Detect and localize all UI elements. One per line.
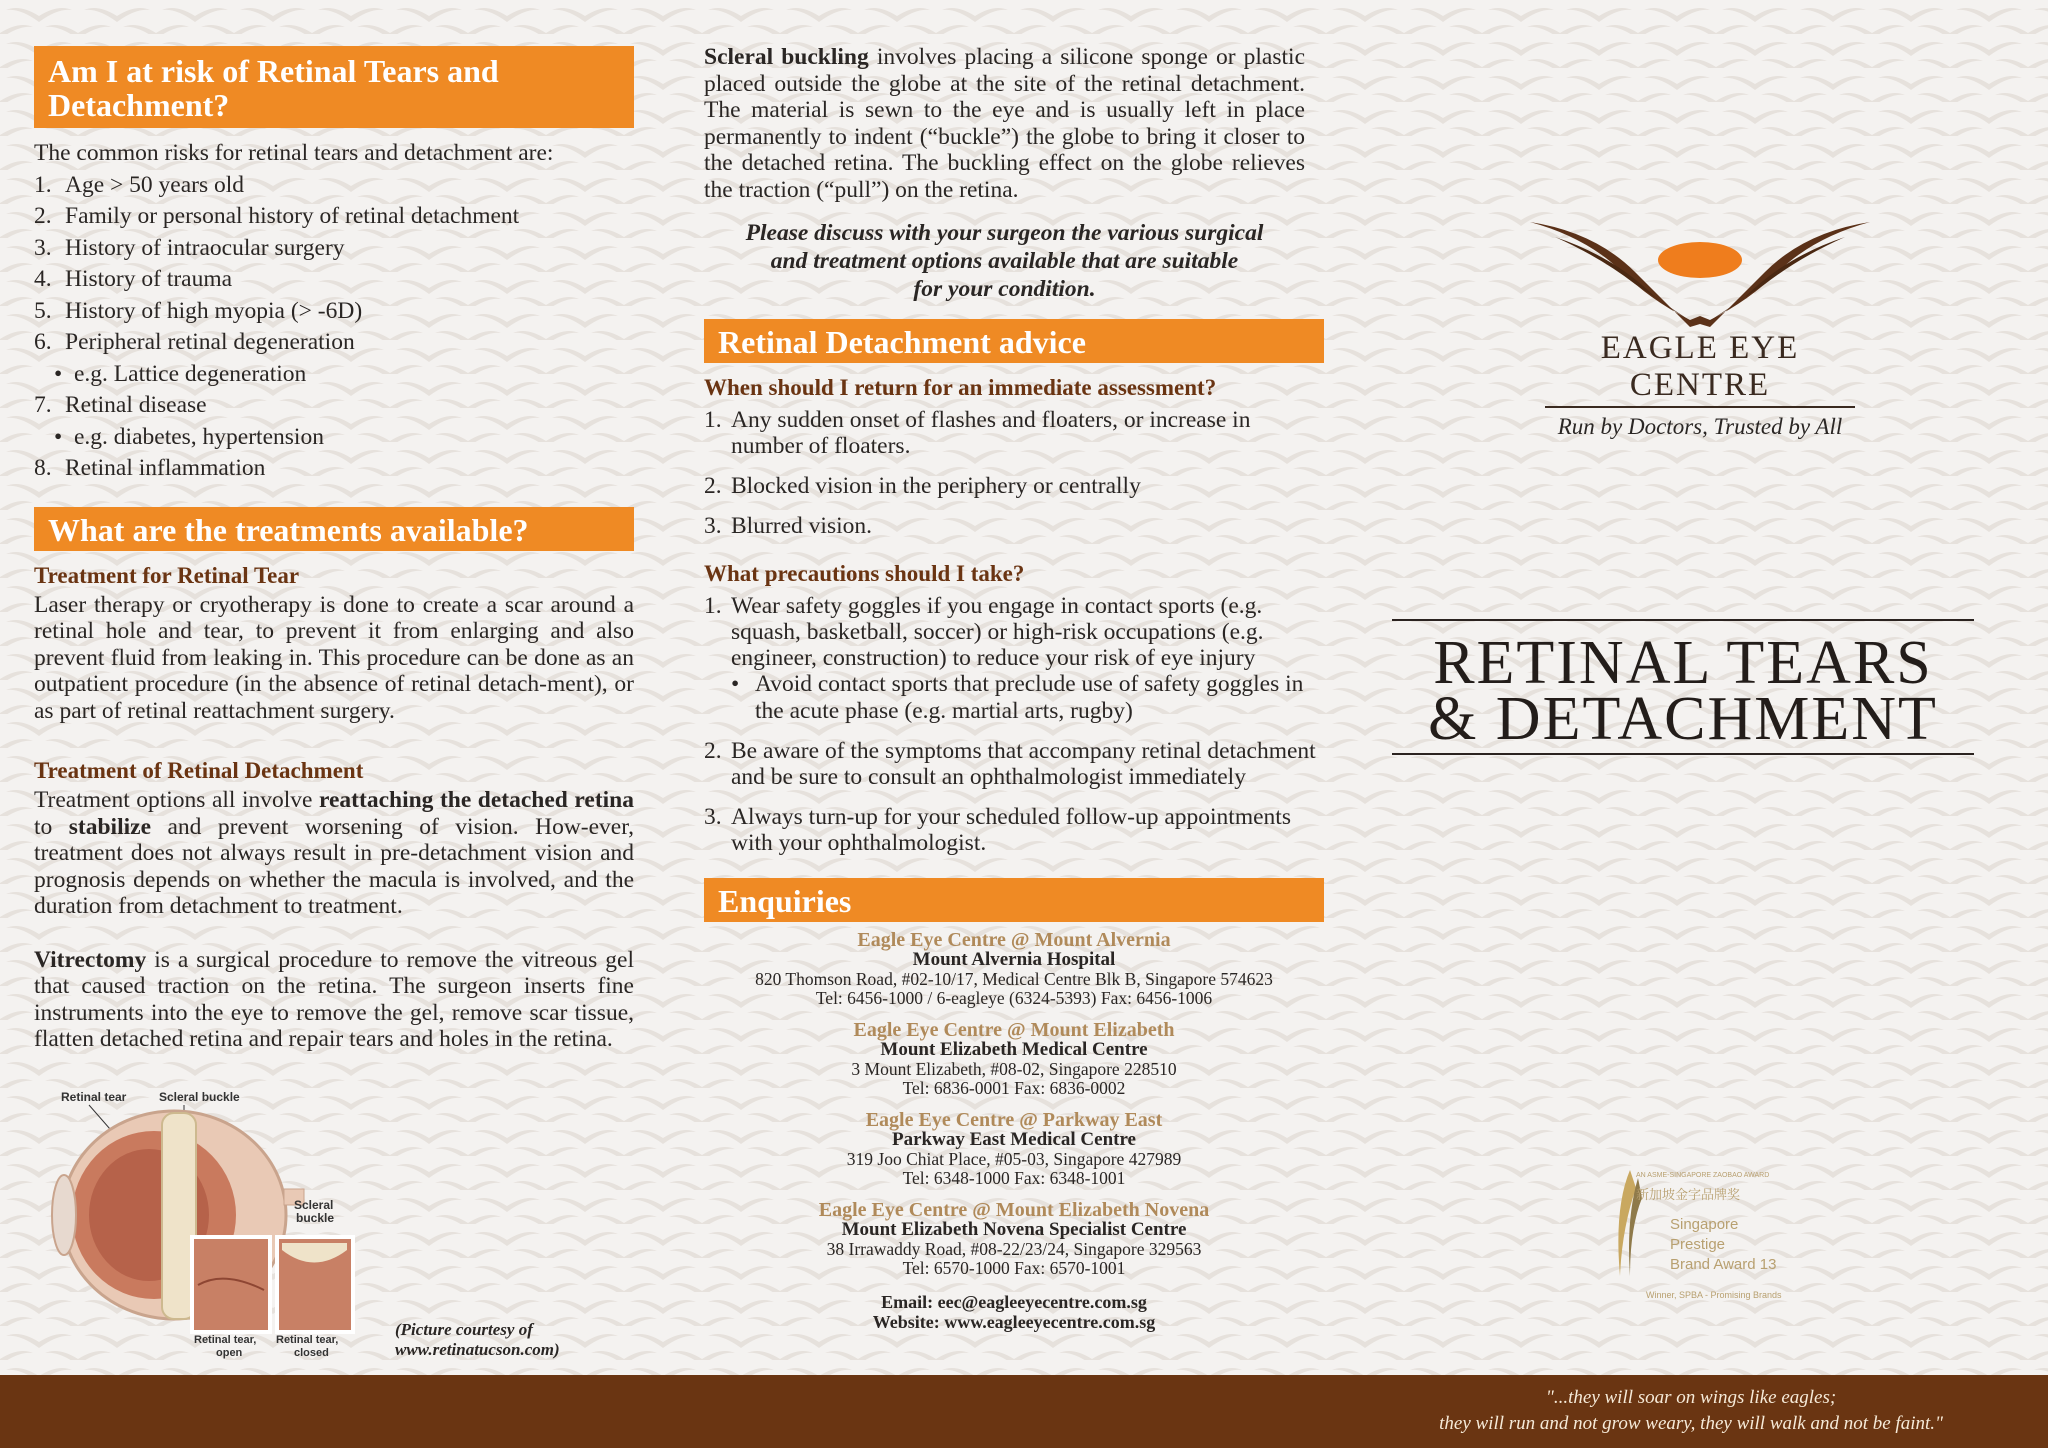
centre-hospital: Mount Alvernia Hospital xyxy=(912,949,1116,970)
risk-heading: Am I at risk of Retinal Tears and Detachment? xyxy=(34,46,634,128)
label-scleral-buckle: Scleral buckle xyxy=(159,1090,240,1104)
risk-item: • e.g. diabetes, hypertension xyxy=(54,423,324,450)
assessment-item: 3. Blurred vision. xyxy=(704,513,872,539)
label-buckle: buckle xyxy=(296,1211,335,1225)
assessment-item: 1. Any sudden onset of flashes and floaters, or increase in number of floaters. xyxy=(704,407,1251,459)
award-title: Singapore Prestige Brand Award 13 xyxy=(1670,1216,1777,1273)
tear-treatment-heading: Treatment for Retinal Tear xyxy=(34,562,300,588)
centre-phone: Tel: 6456-1000 / 6-eagleye (6324-5393) Fax: 6456-1006 xyxy=(815,988,1213,1008)
risk-list xyxy=(34,170,634,485)
discuss-surgeon-note: Please discuss with your surgeon the various surgical and treatment options available that are suitable for your condition. xyxy=(745,220,1264,302)
detach-treatment-heading: Treatment of Retinal Detachment xyxy=(34,758,364,783)
centre-hospital: Parkway East Medical Centre xyxy=(892,1129,1136,1150)
centre-name: Eagle Eye Centre @ Mount Elizabeth Novena xyxy=(818,1199,1210,1221)
label-tear-open-b: open xyxy=(216,1347,243,1359)
label-tear-closed-a: Retinal tear, xyxy=(276,1334,339,1346)
centre-entry xyxy=(704,1020,1324,1098)
website[interactable]: Website: www.eagleeyecentre.com.sg xyxy=(872,1312,1156,1332)
assessment-question: When should I return for an immediate assessment? xyxy=(704,375,1217,400)
risk-item: 8. Retinal inflammation xyxy=(34,455,266,481)
award-top-line: AN ASME-SINGAPORE ZAOBAO AWARD xyxy=(1636,1172,1770,1179)
centre-entry xyxy=(704,1200,1324,1278)
advice-heading: Retinal Detachment advice xyxy=(704,319,1324,363)
treatment-heading: What are the treatments available? xyxy=(34,507,634,551)
centre-phone: Tel: 6836-0001 Fax: 6836-0002 xyxy=(902,1078,1126,1098)
footer-bar xyxy=(0,1375,2048,1448)
eye-illustration xyxy=(44,1085,374,1360)
risk-intro: The common risks for retinal tears and detachment are: xyxy=(34,140,554,166)
precaution-3: 3. Always turn-up for your scheduled follow-up appointments with your ophthalmologist. xyxy=(704,804,1291,856)
label-tear-closed-b: closed xyxy=(294,1347,329,1359)
precautions-question: What precautions should I take? xyxy=(704,561,1025,586)
centre-name: Eagle Eye Centre @ Mount Elizabeth xyxy=(853,1019,1175,1041)
middle-column xyxy=(704,0,1324,1332)
footer-quote: "...they will soar on wings like eagles; they will run and not grow weary, they will walk and not be faint." xyxy=(1439,1387,1943,1434)
centre-hospital: Mount Elizabeth Novena Specialist Centre xyxy=(841,1219,1187,1240)
centre-address: 3 Mount Elizabeth, #08-02, Singapore 228510 xyxy=(851,1059,1177,1079)
risk-item: 6. Peripheral retinal degeneration xyxy=(34,329,355,355)
centre-entry xyxy=(704,1110,1324,1188)
risk-item: 3. History of intraocular surgery xyxy=(34,234,345,261)
contact-info xyxy=(704,1292,1324,1332)
risk-item: 7. Retinal disease xyxy=(34,392,207,418)
tear-treatment-text: Laser therapy or cryotherapy is done to create a scar around a retinal hole and tear, to prevent it from enlarging and also prevent fluid from leaking in. This procedure can be done as an outpatient procedure (in the absence of retinal detach-ment), or as part of retinal reattachment surgery. xyxy=(34,591,634,724)
centre-address: 38 Irrawaddy Road, #08-22/23/24, Singapore 329563 xyxy=(826,1239,1202,1259)
title-rule-bottom xyxy=(1392,753,1974,755)
brand-name: EAGLE EYE CENTRE xyxy=(1600,330,1800,403)
risk-item: 5. History of high myopia (> -6D) xyxy=(34,297,363,324)
centre-address: 820 Thomson Road, #02-10/17, Medical Centre Blk B, Singapore 574623 xyxy=(755,969,1273,989)
assessment-list xyxy=(704,407,1304,539)
centre-name: Eagle Eye Centre @ Mount Alvernia xyxy=(857,929,1171,951)
label-scleral: Scleral xyxy=(294,1198,334,1212)
centre-hospital: Mount Elizabeth Medical Centre xyxy=(880,1039,1148,1060)
risk-item: • e.g. Lattice degeneration xyxy=(54,360,307,387)
email[interactable]: Email: eec@eagleeyecentre.com.sg xyxy=(881,1292,1147,1312)
precaution-1-bullet: • Avoid contact sports that preclude use of safety goggles in the acute phase (e.g. martial arts, rugby) xyxy=(731,671,1304,724)
scleral-buckling-text: Scleral buckling involves placing a silicone sponge or plastic placed outside the globe at the site of the retinal detachment. The material is sewn to the eye and is usually left in place permanently to indent (“buckle”) the globe to bring it closer to the detached retina. The buckling effect on the globe relieves the traction (“pull”) on the retina. xyxy=(704,44,1305,203)
brand-tagline: Run by Doctors, Trusted by All xyxy=(1557,414,1843,439)
vitrectomy-text: Vitrectomy is a surgical procedure to remove the vitreous gel that caused traction on the retina. The surgeon inserts fine instruments into the eye to remove the gel, remove scar tissue, flatten detached retina and repair tears and holes in the retina. xyxy=(34,946,635,1052)
left-column xyxy=(34,0,634,1053)
picture-courtesy: (Picture courtesy of www.retinatucson.com) xyxy=(395,1320,560,1359)
centre-address: 319 Joo Chiat Place, #05-03, Singapore 427989 xyxy=(846,1149,1182,1169)
brochure-title: RETINAL TEARS & DETACHMENT xyxy=(1428,629,1938,753)
centre-name: Eagle Eye Centre @ Parkway East xyxy=(865,1109,1163,1131)
award-chinese: 新加坡金字品牌奖 xyxy=(1636,1188,1741,1203)
label-tear-open-a: Retinal tear, xyxy=(194,1334,257,1346)
centre-phone: Tel: 6348-1000 Fax: 6348-1001 xyxy=(902,1168,1126,1188)
assessment-item: 2. Blocked vision in the periphery or centrally xyxy=(704,473,1141,499)
detach-treatment-text: Treatment options all involve reattaching the detached retina to stabilize and prevent worsening of vision. How-ever, treatment does not always result in pre-detachment vision and prognosis depends on whether the macula is involved, and the duration from detachment to treatment. xyxy=(34,787,635,919)
precautions-list xyxy=(704,593,1324,856)
precaution-2: 2. Be aware of the symptoms that accompany retinal detachment and be sure to consult an ophthalmologist immediately xyxy=(704,738,1316,790)
eagle-logo-icon xyxy=(1525,212,1875,332)
precaution-1: 1. Wear safety goggles if you engage in contact sports (e.g. squash, basketball, soccer) or high-risk occupations (e.g. engineer, construction) to reduce your risk of eye injury xyxy=(704,593,1264,671)
risk-item: 1. Age > 50 years old xyxy=(34,171,245,198)
brand-block xyxy=(1530,330,1870,440)
enquiries-heading: Enquiries xyxy=(704,878,1324,922)
enquiries-list xyxy=(704,930,1324,1278)
title-rule-top xyxy=(1392,619,1974,621)
centre-phone: Tel: 6570-1000 Fax: 6570-1001 xyxy=(902,1258,1126,1278)
risk-item: 4. History of trauma xyxy=(34,266,233,292)
risk-item: 2. Family or personal history of retinal detachment xyxy=(34,203,520,229)
award-winner: Winner, SPBA - Promising Brands xyxy=(1646,1290,1782,1300)
label-retinal-tear: Retinal tear xyxy=(61,1090,127,1104)
centre-entry xyxy=(704,930,1324,1008)
